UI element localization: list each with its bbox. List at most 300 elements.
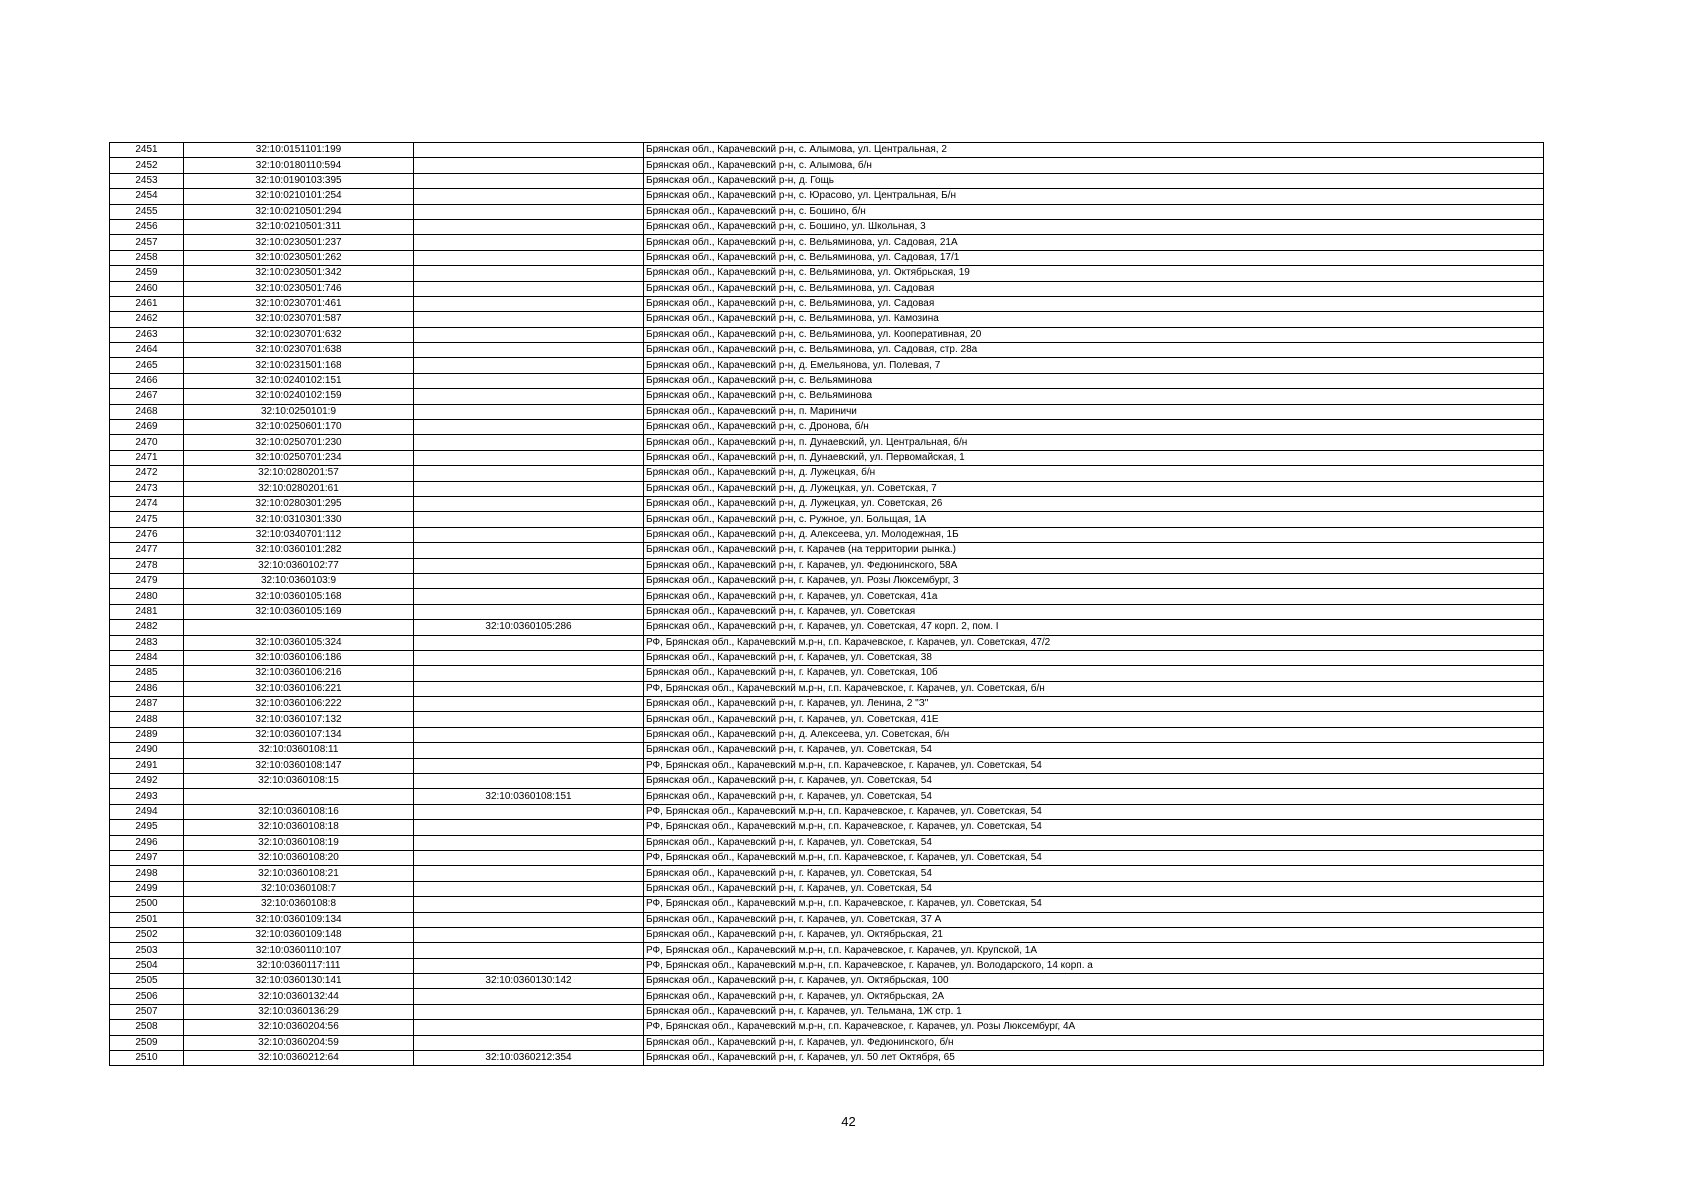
row-number-cell: 2492 (110, 774, 184, 789)
secondary-cadastral-number-cell (414, 1004, 644, 1019)
cadastral-number-cell: 32:10:0360106:221 (184, 681, 414, 696)
secondary-cadastral-number-cell (414, 804, 644, 819)
cadastral-number-cell: 32:10:0250101:9 (184, 404, 414, 419)
row-number-cell: 2481 (110, 604, 184, 619)
secondary-cadastral-number-cell (414, 573, 644, 588)
secondary-cadastral-number-cell (414, 1035, 644, 1050)
table-row (110, 312, 1544, 327)
row-number-cell: 2473 (110, 481, 184, 496)
secondary-cadastral-number-cell (414, 589, 644, 604)
secondary-cadastral-number-cell (414, 189, 644, 204)
secondary-cadastral-number-cell (414, 235, 644, 250)
secondary-cadastral-number-cell (414, 727, 644, 742)
address-cell: Брянская обл., Карачевский р-н, с. Вельяминова, ул. Садовая, 17/1 (644, 250, 1544, 265)
cadastral-number-cell: 32:10:0310301:330 (184, 512, 414, 527)
secondary-cadastral-number-cell (414, 327, 644, 342)
secondary-cadastral-number-cell: 32:10:0360212:354 (414, 1051, 644, 1066)
cadastral-number-cell: 32:10:0340701:112 (184, 527, 414, 542)
row-number-cell: 2507 (110, 1004, 184, 1019)
row-number-cell: 2459 (110, 266, 184, 281)
table-row (110, 219, 1544, 234)
secondary-cadastral-number-cell (414, 989, 644, 1004)
row-number-cell: 2487 (110, 697, 184, 712)
address-cell: Брянская обл., Карачевский р-н, г. Карачев, ул. Советская, 54 (644, 835, 1544, 850)
row-number-cell: 2468 (110, 404, 184, 419)
address-cell: Брянская обл., Карачевский р-н, с. Алымова, б/н (644, 158, 1544, 173)
table-row (110, 820, 1544, 835)
row-number-cell: 2471 (110, 450, 184, 465)
cadastral-number-cell: 32:10:0151101:199 (184, 143, 414, 158)
table-row (110, 1035, 1544, 1050)
address-cell: Брянская обл., Карачевский р-н, с. Бошино, ул. Школьная, 3 (644, 219, 1544, 234)
address-cell: Брянская обл., Карачевский р-н, с. Вельяминова (644, 389, 1544, 404)
table-row (110, 450, 1544, 465)
row-number-cell: 2461 (110, 296, 184, 311)
table-row (110, 666, 1544, 681)
cadastral-number-cell: 32:10:0250701:234 (184, 450, 414, 465)
address-cell: РФ, Брянская обл., Карачевский м.р-н, г.п. Карачевское, г. Карачев, ул. Розы Люксембург, 4А (644, 1020, 1544, 1035)
cadastral-number-cell: 32:10:0360105:168 (184, 589, 414, 604)
cadastral-number-cell: 32:10:0360212:64 (184, 1051, 414, 1066)
address-cell: Брянская обл., Карачевский р-н, г. Карачев, ул. Тельмана, 1Ж стр. 1 (644, 1004, 1544, 1019)
address-cell: Брянская обл., Карачевский р-н, с. Вельяминова, ул. Садовая (644, 296, 1544, 311)
secondary-cadastral-number-cell (414, 635, 644, 650)
address-cell: Брянская обл., Карачевский р-н, д. Лужецкая, б/н (644, 466, 1544, 481)
address-cell: Брянская обл., Карачевский р-н, с. Вельяминова, ул. Садовая (644, 281, 1544, 296)
cadastral-number-cell: 32:10:0360136:29 (184, 1004, 414, 1019)
cadastral-number-cell: 32:10:0360107:134 (184, 727, 414, 742)
cadastral-number-cell: 32:10:0360117:111 (184, 958, 414, 973)
table-row (110, 558, 1544, 573)
secondary-cadastral-number-cell (414, 666, 644, 681)
cadastral-number-cell: 32:10:0210501:311 (184, 219, 414, 234)
table-row (110, 389, 1544, 404)
address-cell: Брянская обл., Карачевский р-н, д. Алексеева, ул. Молодежная, 1Б (644, 527, 1544, 542)
row-number-cell: 2509 (110, 1035, 184, 1050)
address-cell: Брянская обл., Карачевский р-н, г. Карачев (на территории рынка.) (644, 543, 1544, 558)
address-cell: РФ, Брянская обл., Карачевский м.р-н, г.п. Карачевское, г. Карачев, ул. Советская, 54 (644, 820, 1544, 835)
table-row (110, 266, 1544, 281)
cadastral-number-cell: 32:10:0360132:44 (184, 989, 414, 1004)
address-cell: Брянская обл., Карачевский р-н, г. Карачев, ул. Советская, 41Е (644, 712, 1544, 727)
address-cell: Брянская обл., Карачевский р-н, д. Лужецкая, ул. Советская, 7 (644, 481, 1544, 496)
table-row (110, 373, 1544, 388)
secondary-cadastral-number-cell (414, 697, 644, 712)
row-number-cell: 2484 (110, 650, 184, 665)
secondary-cadastral-number-cell (414, 389, 644, 404)
row-number-cell: 2463 (110, 327, 184, 342)
address-cell: РФ, Брянская обл., Карачевский м.р-н, г.п. Карачевское, г. Карачев, ул. Советская, 54 (644, 804, 1544, 819)
row-number-cell: 2476 (110, 527, 184, 542)
address-cell: Брянская обл., Карачевский р-н, г. Карачев, ул. Октябрьская, 2А (644, 989, 1544, 1004)
row-number-cell: 2466 (110, 373, 184, 388)
secondary-cadastral-number-cell (414, 143, 644, 158)
cadastral-number-cell: 32:10:0360109:148 (184, 927, 414, 942)
table-row (110, 850, 1544, 865)
table-row (110, 727, 1544, 742)
cadastral-number-cell: 32:10:0360108:18 (184, 820, 414, 835)
cadastral-number-cell: 32:10:0360102:77 (184, 558, 414, 573)
table-row (110, 204, 1544, 219)
table-row (110, 435, 1544, 450)
cadastral-number-cell: 32:10:0240102:151 (184, 373, 414, 388)
row-number-cell: 2500 (110, 897, 184, 912)
row-number-cell: 2499 (110, 881, 184, 896)
table-row (110, 343, 1544, 358)
table-row (110, 989, 1544, 1004)
secondary-cadastral-number-cell (414, 758, 644, 773)
table-row (110, 866, 1544, 881)
cadastral-number-cell: 32:10:0230701:461 (184, 296, 414, 311)
table-row (110, 327, 1544, 342)
row-number-cell: 2480 (110, 589, 184, 604)
secondary-cadastral-number-cell (414, 543, 644, 558)
table-row (110, 512, 1544, 527)
address-cell: Брянская обл., Карачевский р-н, г. Карачев, ул. Федюнинского, 58А (644, 558, 1544, 573)
row-number-cell: 2495 (110, 820, 184, 835)
cadastral-number-cell: 32:10:0360106:216 (184, 666, 414, 681)
address-cell: Брянская обл., Карачевский р-н, с. Вельяминова, ул. Кооперативная, 20 (644, 327, 1544, 342)
row-number-cell: 2475 (110, 512, 184, 527)
secondary-cadastral-number-cell (414, 512, 644, 527)
secondary-cadastral-number-cell: 32:10:0360130:142 (414, 974, 644, 989)
table-row (110, 774, 1544, 789)
row-number-cell: 2478 (110, 558, 184, 573)
table-row (110, 420, 1544, 435)
secondary-cadastral-number-cell (414, 250, 644, 265)
secondary-cadastral-number-cell: 32:10:0360105:286 (414, 620, 644, 635)
table-row (110, 620, 1544, 635)
table-row (110, 158, 1544, 173)
row-number-cell: 2489 (110, 727, 184, 742)
address-cell: Брянская обл., Карачевский р-н, с. Вельяминова, ул. Садовая, 21А (644, 235, 1544, 250)
row-number-cell: 2452 (110, 158, 184, 173)
cadastral-number-cell: 32:10:0360106:222 (184, 697, 414, 712)
cadastral-number-cell: 32:10:0360108:20 (184, 850, 414, 865)
secondary-cadastral-number-cell (414, 219, 644, 234)
secondary-cadastral-number-cell (414, 650, 644, 665)
address-cell: Брянская обл., Карачевский р-н, п. Дунаевский, ул. Центральная, б/н (644, 435, 1544, 450)
cadastral-number-cell: 32:10:0250601:170 (184, 420, 414, 435)
secondary-cadastral-number-cell (414, 897, 644, 912)
row-number-cell: 2477 (110, 543, 184, 558)
cadastral-number-cell: 32:10:0360204:59 (184, 1035, 414, 1050)
secondary-cadastral-number-cell (414, 358, 644, 373)
row-number-cell: 2467 (110, 389, 184, 404)
secondary-cadastral-number-cell (414, 604, 644, 619)
cadastral-number-cell: 32:10:0180110:594 (184, 158, 414, 173)
row-number-cell: 2457 (110, 235, 184, 250)
address-cell: Брянская обл., Карачевский р-н, д. Алексеева, ул. Советская, б/н (644, 727, 1544, 742)
cadastral-number-cell: 32:10:0280201:61 (184, 481, 414, 496)
address-cell: РФ, Брянская обл., Карачевский м.р-н, г.п. Карачевское, г. Карачев, ул. Крупской, 1А (644, 943, 1544, 958)
table-row (110, 589, 1544, 604)
row-number-cell: 2451 (110, 143, 184, 158)
cadastral-number-cell: 32:10:0360108:7 (184, 881, 414, 896)
table-row (110, 974, 1544, 989)
address-cell: Брянская обл., Карачевский р-н, г. Карачев, ул. Советская, 54 (644, 789, 1544, 804)
address-cell: РФ, Брянская обл., Карачевский м.р-н, г.п. Карачевское, г. Карачев, ул. Советская, 47/2 (644, 635, 1544, 650)
cadastral-number-cell: 32:10:0360103:9 (184, 573, 414, 588)
address-cell: РФ, Брянская обл., Карачевский м.р-н, г.п. Карачевское, г. Карачев, ул. Володарского, 14 корп. а (644, 958, 1544, 973)
table-row (110, 912, 1544, 927)
address-cell: Брянская обл., Карачевский р-н, г. Карачев, ул. Советская, 41а (644, 589, 1544, 604)
row-number-cell: 2494 (110, 804, 184, 819)
row-number-cell: 2496 (110, 835, 184, 850)
address-cell: РФ, Брянская обл., Карачевский м.р-н, г.п. Карачевское, г. Карачев, ул. Советская, 54 (644, 758, 1544, 773)
secondary-cadastral-number-cell (414, 681, 644, 696)
table-row (110, 481, 1544, 496)
secondary-cadastral-number-cell (414, 820, 644, 835)
table-row (110, 281, 1544, 296)
secondary-cadastral-number-cell (414, 774, 644, 789)
table-row (110, 650, 1544, 665)
secondary-cadastral-number-cell (414, 712, 644, 727)
address-cell: Брянская обл., Карачевский р-н, с. Ружное, ул. Больщая, 1А (644, 512, 1544, 527)
table-row (110, 466, 1544, 481)
cadastral-number-cell: 32:10:0240102:159 (184, 389, 414, 404)
address-cell: Брянская обл., Карачевский р-н, с. Вельяминова, ул. Камозина (644, 312, 1544, 327)
table-row (110, 235, 1544, 250)
row-number-cell: 2504 (110, 958, 184, 973)
cadastral-number-cell: 32:10:0280301:295 (184, 496, 414, 511)
table-row (110, 1020, 1544, 1035)
cadastral-number-cell: 32:10:0360108:147 (184, 758, 414, 773)
secondary-cadastral-number-cell (414, 266, 644, 281)
row-number-cell: 2486 (110, 681, 184, 696)
row-number-cell: 2456 (110, 219, 184, 234)
address-cell: РФ, Брянская обл., Карачевский м.р-н, г.п. Карачевское, г. Карачев, ул. Советская, б/н (644, 681, 1544, 696)
secondary-cadastral-number-cell (414, 850, 644, 865)
table-row (110, 758, 1544, 773)
row-number-cell: 2505 (110, 974, 184, 989)
cadastral-number-cell: 32:10:0360130:141 (184, 974, 414, 989)
table-row (110, 143, 1544, 158)
secondary-cadastral-number-cell (414, 1020, 644, 1035)
cadastral-number-cell: 32:10:0360110:107 (184, 943, 414, 958)
secondary-cadastral-number-cell (414, 281, 644, 296)
cadastral-number-cell: 32:10:0280201:57 (184, 466, 414, 481)
cadastral-number-cell: 32:10:0360101:282 (184, 543, 414, 558)
cadastral-number-cell: 32:10:0360108:8 (184, 897, 414, 912)
secondary-cadastral-number-cell (414, 743, 644, 758)
cadastral-number-cell (184, 789, 414, 804)
secondary-cadastral-number-cell (414, 466, 644, 481)
cadastral-number-cell: 32:10:0230701:638 (184, 343, 414, 358)
table-row (110, 958, 1544, 973)
table-row (110, 296, 1544, 311)
row-number-cell: 2506 (110, 989, 184, 1004)
table-row (110, 927, 1544, 942)
cadastral-number-cell: 32:10:0360105:324 (184, 635, 414, 650)
address-cell: Брянская обл., Карачевский р-н, г. Карачев, ул. Советская, 38 (644, 650, 1544, 665)
cadastral-number-cell: 32:10:0230501:342 (184, 266, 414, 281)
secondary-cadastral-number-cell (414, 927, 644, 942)
row-number-cell: 2462 (110, 312, 184, 327)
row-number-cell: 2474 (110, 496, 184, 511)
cadastral-number-cell: 32:10:0360107:132 (184, 712, 414, 727)
table-row (110, 1004, 1544, 1019)
address-cell: Брянская обл., Карачевский р-н, с. Юрасово, ул. Центральная, Б/н (644, 189, 1544, 204)
secondary-cadastral-number-cell (414, 481, 644, 496)
cadastral-number-cell: 32:10:0230701:632 (184, 327, 414, 342)
secondary-cadastral-number-cell (414, 173, 644, 188)
cadastral-number-cell: 32:10:0360108:21 (184, 866, 414, 881)
row-number-cell: 2482 (110, 620, 184, 635)
address-cell: Брянская обл., Карачевский р-н, г. Карачев, ул. Советская, 54 (644, 881, 1544, 896)
cadastral-number-cell: 32:10:0230501:746 (184, 281, 414, 296)
row-number-cell: 2469 (110, 420, 184, 435)
table-row (110, 604, 1544, 619)
address-cell: Брянская обл., Карачевский р-н, г. Карачев, ул. Октябрьская, 21 (644, 927, 1544, 942)
secondary-cadastral-number-cell (414, 404, 644, 419)
row-number-cell: 2501 (110, 912, 184, 927)
table-row (110, 496, 1544, 511)
address-cell: Брянская обл., Карачевский р-н, г. Карачев, ул. Розы Люксембург, 3 (644, 573, 1544, 588)
address-cell: Брянская обл., Карачевский р-н, г. Карачев, ул. Советская, 54 (644, 774, 1544, 789)
cadastral-number-cell: 32:10:0360108:16 (184, 804, 414, 819)
table-row (110, 743, 1544, 758)
secondary-cadastral-number-cell (414, 450, 644, 465)
cadastral-number-cell (184, 620, 414, 635)
row-number-cell: 2508 (110, 1020, 184, 1035)
row-number-cell: 2485 (110, 666, 184, 681)
row-number-cell: 2458 (110, 250, 184, 265)
row-number-cell: 2453 (110, 173, 184, 188)
secondary-cadastral-number-cell (414, 373, 644, 388)
address-cell: Брянская обл., Карачевский р-н, п. Дунаевский, ул. Первомайская, 1 (644, 450, 1544, 465)
secondary-cadastral-number-cell: 32:10:0360108:151 (414, 789, 644, 804)
row-number-cell: 2502 (110, 927, 184, 942)
row-number-cell: 2465 (110, 358, 184, 373)
page-number: 42 (841, 1114, 856, 1129)
secondary-cadastral-number-cell (414, 558, 644, 573)
table-row (110, 527, 1544, 542)
table-row (110, 897, 1544, 912)
table-row (110, 1051, 1544, 1066)
row-number-cell: 2454 (110, 189, 184, 204)
table-row (110, 404, 1544, 419)
row-number-cell: 2491 (110, 758, 184, 773)
address-cell: Брянская обл., Карачевский р-н, г. Карачев, ул. Советская, 37 А (644, 912, 1544, 927)
row-number-cell: 2460 (110, 281, 184, 296)
secondary-cadastral-number-cell (414, 866, 644, 881)
row-number-cell: 2498 (110, 866, 184, 881)
secondary-cadastral-number-cell (414, 943, 644, 958)
table-row (110, 789, 1544, 804)
secondary-cadastral-number-cell (414, 835, 644, 850)
address-cell: Брянская обл., Карачевский р-н, г. Карачев, ул. Октябрьская, 100 (644, 974, 1544, 989)
table-row (110, 697, 1544, 712)
cadastral-number-cell: 32:10:0230701:587 (184, 312, 414, 327)
secondary-cadastral-number-cell (414, 496, 644, 511)
registry-table (109, 142, 1544, 1066)
table-row (110, 573, 1544, 588)
address-cell: Брянская обл., Карачевский р-н, с. Дронова, б/н (644, 420, 1544, 435)
address-cell: Брянская обл., Карачевский р-н, г. Карачев, ул. Советская, 10б (644, 666, 1544, 681)
table-row (110, 681, 1544, 696)
cadastral-number-cell: 32:10:0230501:262 (184, 250, 414, 265)
row-number-cell: 2493 (110, 789, 184, 804)
table-row (110, 250, 1544, 265)
address-cell: Брянская обл., Карачевский р-н, г. Карачев, ул. Советская, 54 (644, 866, 1544, 881)
address-cell: Брянская обл., Карачевский р-н, д. Гощь (644, 173, 1544, 188)
secondary-cadastral-number-cell (414, 912, 644, 927)
table-row (110, 881, 1544, 896)
cadastral-number-cell: 32:10:0250701:230 (184, 435, 414, 450)
address-cell: Брянская обл., Карачевский р-н, с. Вельяминова, ул. Октябрьская, 19 (644, 266, 1544, 281)
cadastral-number-cell: 32:10:0360108:15 (184, 774, 414, 789)
address-cell: Брянская обл., Карачевский р-н, д. Лужецкая, ул. Советская, 26 (644, 496, 1544, 511)
secondary-cadastral-number-cell (414, 312, 644, 327)
address-cell: РФ, Брянская обл., Карачевский м.р-н, г.п. Карачевское, г. Карачев, ул. Советская, 54 (644, 850, 1544, 865)
cadastral-number-cell: 32:10:0360106:186 (184, 650, 414, 665)
cadastral-number-cell: 32:10:0360109:134 (184, 912, 414, 927)
cadastral-number-cell: 32:10:0210101:254 (184, 189, 414, 204)
row-number-cell: 2479 (110, 573, 184, 588)
secondary-cadastral-number-cell (414, 881, 644, 896)
row-number-cell: 2464 (110, 343, 184, 358)
row-number-cell: 2488 (110, 712, 184, 727)
cadastral-number-cell: 32:10:0210501:294 (184, 204, 414, 219)
row-number-cell: 2472 (110, 466, 184, 481)
address-cell: Брянская обл., Карачевский р-н, с. Алымова, ул. Центральная, 2 (644, 143, 1544, 158)
secondary-cadastral-number-cell (414, 296, 644, 311)
row-number-cell: 2497 (110, 850, 184, 865)
address-cell: Брянская обл., Карачевский р-н, с. Бошино, б/н (644, 204, 1544, 219)
address-cell: Брянская обл., Карачевский р-н, г. Карачев, ул. Ленина, 2 "З" (644, 697, 1544, 712)
table-row (110, 835, 1544, 850)
cadastral-number-cell: 32:10:0230501:237 (184, 235, 414, 250)
cadastral-number-cell: 32:10:0360108:19 (184, 835, 414, 850)
row-number-cell: 2470 (110, 435, 184, 450)
table-row (110, 804, 1544, 819)
cadastral-number-cell: 32:10:0231501:168 (184, 358, 414, 373)
registry-table-body (110, 143, 1544, 1066)
cadastral-number-cell: 32:10:0360204:56 (184, 1020, 414, 1035)
secondary-cadastral-number-cell (414, 420, 644, 435)
address-cell: Брянская обл., Карачевский р-н, с. Вельяминова, ул. Садовая, стр. 28а (644, 343, 1544, 358)
row-number-cell: 2503 (110, 943, 184, 958)
address-cell: Брянская обл., Карачевский р-н, г. Карачев, ул. Советская, 54 (644, 743, 1544, 758)
address-cell: Брянская обл., Карачевский р-н, д. Емельянова, ул. Полевая, 7 (644, 358, 1544, 373)
table-row (110, 189, 1544, 204)
secondary-cadastral-number-cell (414, 204, 644, 219)
address-cell: Брянская обл., Карачевский р-н, г. Карачев, ул. Советская (644, 604, 1544, 619)
address-cell: РФ, Брянская обл., Карачевский м.р-н, г.п. Карачевское, г. Карачев, ул. Советская, 54 (644, 897, 1544, 912)
secondary-cadastral-number-cell (414, 958, 644, 973)
cadastral-number-cell: 32:10:0360105:169 (184, 604, 414, 619)
address-cell: Брянская обл., Карачевский р-н, с. Вельяминова (644, 373, 1544, 388)
table-row (110, 543, 1544, 558)
secondary-cadastral-number-cell (414, 343, 644, 358)
address-cell: Брянская обл., Карачевский р-н, г. Карачев, ул. 50 лет Октября, 65 (644, 1051, 1544, 1066)
row-number-cell: 2455 (110, 204, 184, 219)
secondary-cadastral-number-cell (414, 435, 644, 450)
secondary-cadastral-number-cell (414, 158, 644, 173)
row-number-cell: 2483 (110, 635, 184, 650)
address-cell: Брянская обл., Карачевский р-н, г. Карачев, ул. Советская, 47 корп. 2, пом. I (644, 620, 1544, 635)
row-number-cell: 2490 (110, 743, 184, 758)
cadastral-number-cell: 32:10:0360108:11 (184, 743, 414, 758)
table-row (110, 943, 1544, 958)
address-cell: Брянская обл., Карачевский р-н, п. Мариничи (644, 404, 1544, 419)
table-row (110, 173, 1544, 188)
table-row (110, 358, 1544, 373)
table-row (110, 712, 1544, 727)
secondary-cadastral-number-cell (414, 527, 644, 542)
row-number-cell: 2510 (110, 1051, 184, 1066)
